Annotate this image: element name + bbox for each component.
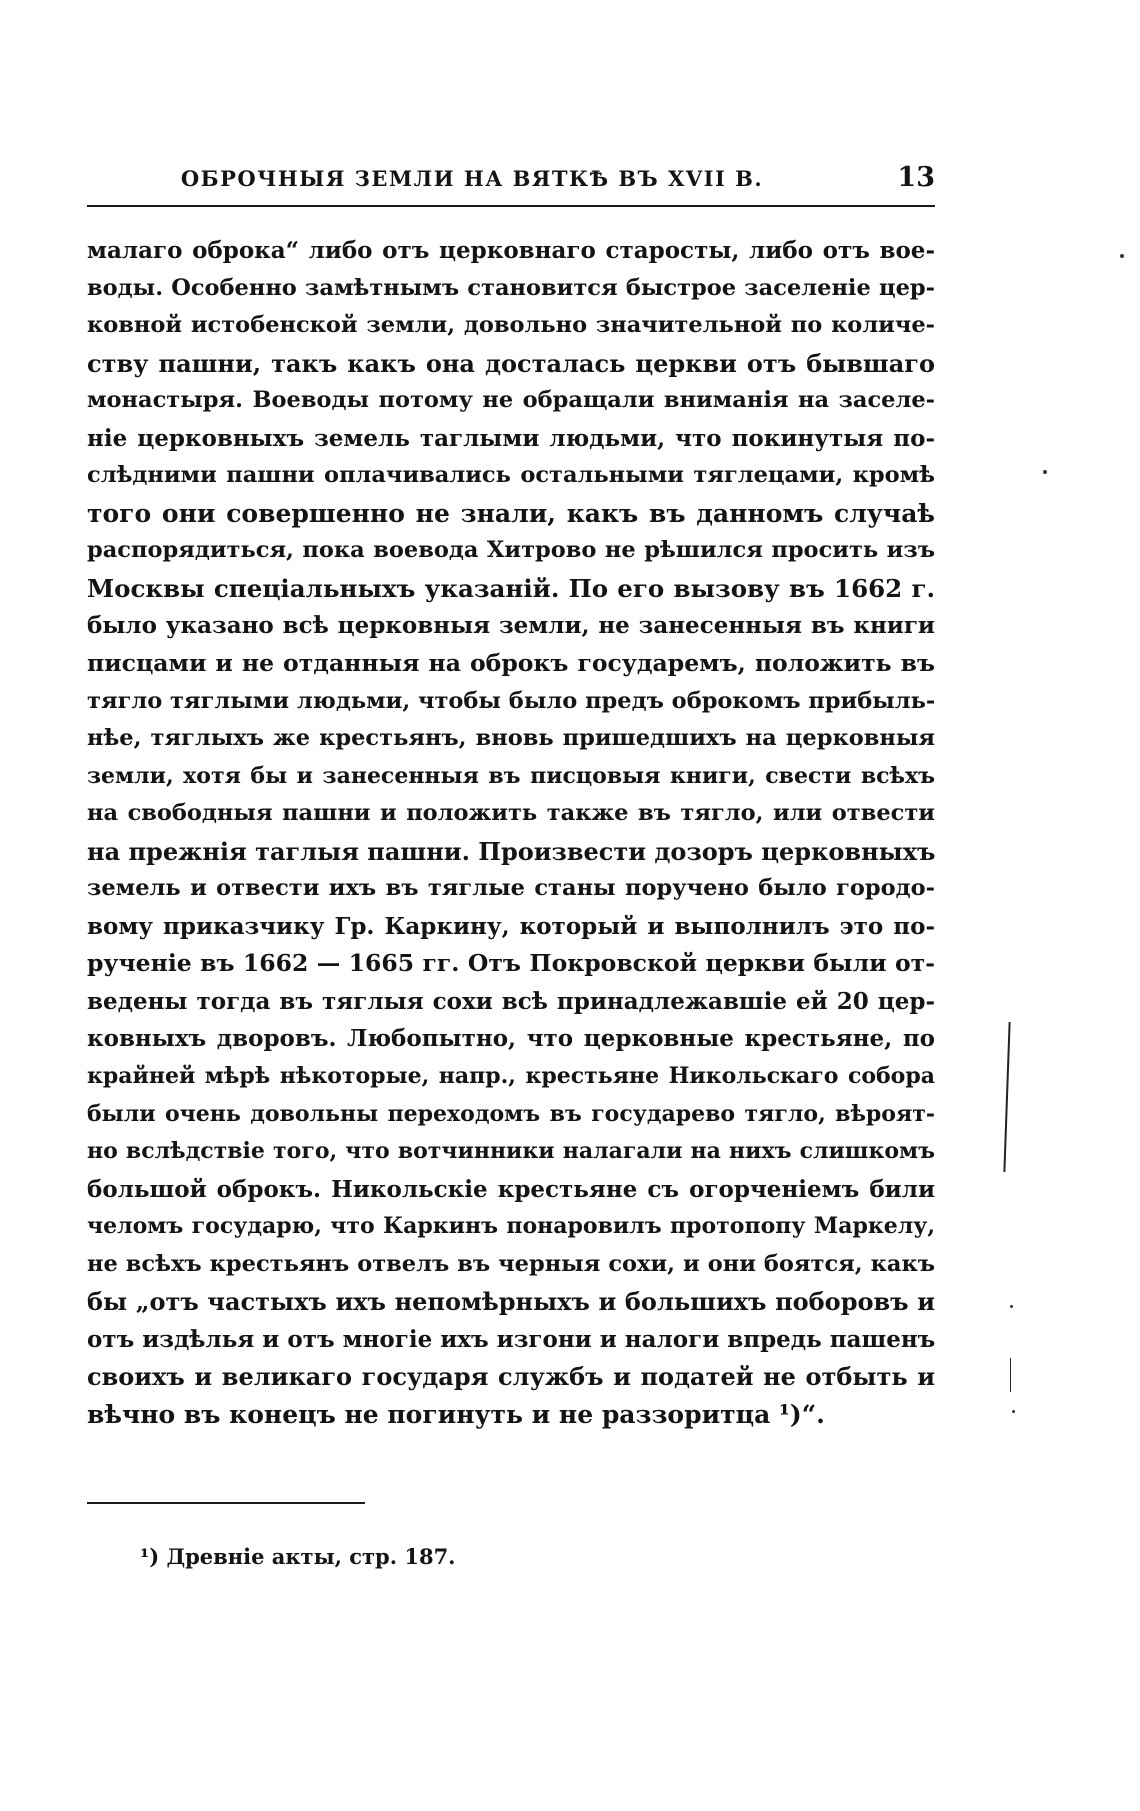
text-line: Москвы спеціальныхъ указаній. По его вызову въ 1662 г. [87, 573, 935, 603]
text-line: ковныхъ дворовъ. Любопытно, что церковные крестьяне, по [87, 1025, 935, 1053]
text-line: челомъ государю, что Каркинъ понаровилъ протопопу Маркелу, [87, 1213, 935, 1240]
text-line: вому приказчику Гр. Каркину, который и выполнилъ это по- [87, 912, 935, 940]
text-line: воды. Особенно замѣтнымъ становится быстрое заселеніе цер- [87, 274, 935, 301]
margin-speck [1012, 1410, 1015, 1413]
margin-speck [1043, 470, 1047, 474]
text-line: рученіе въ 1662 — 1665 гг. Отъ Покровской церкви были от- [87, 949, 935, 978]
text-line: были очень довольны переходомъ въ государево тягло, вѣроят- [87, 1100, 935, 1127]
margin-speck [1120, 254, 1124, 258]
text-line: земли, хотя бы и занесенныя въ писцовыя книги, свести всѣхъ [87, 762, 935, 789]
text-line: писцами и не отданныя на оброкъ государемъ, положить въ [87, 649, 935, 678]
text-line: слѣдними пашни оплачивались остальными тяглецами, кромѣ [87, 462, 935, 489]
text-line: своихъ и великаго государя службъ и податей не отбыть и [87, 1362, 935, 1392]
text-line: того они совершенно не знали, какъ въ данномъ случаѣ [87, 498, 935, 528]
margin-pencil-mark [1003, 1022, 1010, 1172]
text-line: ству пашни, такъ какъ она досталась церкви отъ бывшаго [87, 348, 935, 378]
running-title: ОБРОЧНЫЯ ЗЕМЛИ НА ВЯТКѢ ВЪ XVII В. [180, 166, 764, 191]
text-line: вѣчно въ конецъ не погинуть и не раззоритца ¹)“. [87, 1399, 825, 1429]
footnote-text: Древніе акты, стр. 187. [166, 1544, 456, 1569]
footnote-rule [87, 1502, 365, 1504]
text-line: на прежнія таглыя пашни. Произвести дозоръ церковныхъ [87, 836, 935, 866]
footnote [140, 1544, 456, 1569]
text-line: тягло тяглыми людьми, чтобы было предъ оброкомъ прибыль- [87, 687, 935, 714]
page-number: 13 [897, 162, 935, 193]
text-line: крайней мѣрѣ нѣкоторые, напр., крестьяне Никольскаго собора [87, 1063, 935, 1090]
text-line: ковной истобенской земли, довольно значительной по количе- [87, 312, 935, 339]
text-line: на свободныя пашни и положить также въ тягло, или отвести [87, 800, 935, 827]
text-line: но вслѣдствіе того, что вотчинники налагали на нихъ слишкомъ [87, 1138, 935, 1165]
running-head [87, 164, 935, 200]
footnote-marker: ¹) [140, 1544, 160, 1569]
text-line: бы „отъ частыхъ ихъ непомѣрныхъ и большихъ поборовъ и [87, 1287, 935, 1317]
text-line: монастыря. Воеводы потому не обращали вниманія на заселе- [87, 387, 935, 414]
text-line: ніе церковныхъ земель таглыми людьми, что покинутыя по- [87, 424, 935, 452]
margin-pencil-mark [1010, 1358, 1011, 1392]
body-text [87, 232, 935, 1434]
margin-speck [1010, 1305, 1013, 1308]
text-line: было указано всѣ церковныя земли, не занесенныя въ книги [87, 612, 935, 640]
text-line: ведены тогда въ тяглыя сохи всѣ принадлежавшіе ей 20 цер- [87, 987, 935, 1015]
text-line: земель и отвести ихъ въ тяглые станы поручено было городо- [87, 875, 935, 902]
header-rule [87, 205, 935, 207]
text-line: малаго оброка“ либо отъ церковнаго старосты, либо отъ вое- [87, 237, 935, 264]
text-line: нѣе, тяглыхъ же крестьянъ, вновь пришедшихъ на церковныя [87, 725, 935, 752]
text-line: распорядиться, пока воевода Хитрово не рѣшился просить изъ [87, 537, 935, 564]
text-line: не всѣхъ крестьянъ отвелъ въ черныя сохи, и они боятся, какъ [87, 1250, 935, 1277]
text-line: большой оброкъ. Никольскіе крестьяне съ огорченіемъ били [87, 1175, 935, 1203]
text-line: отъ издѣлья и отъ многіе ихъ изгони и налоги впредь пашенъ [87, 1325, 935, 1353]
